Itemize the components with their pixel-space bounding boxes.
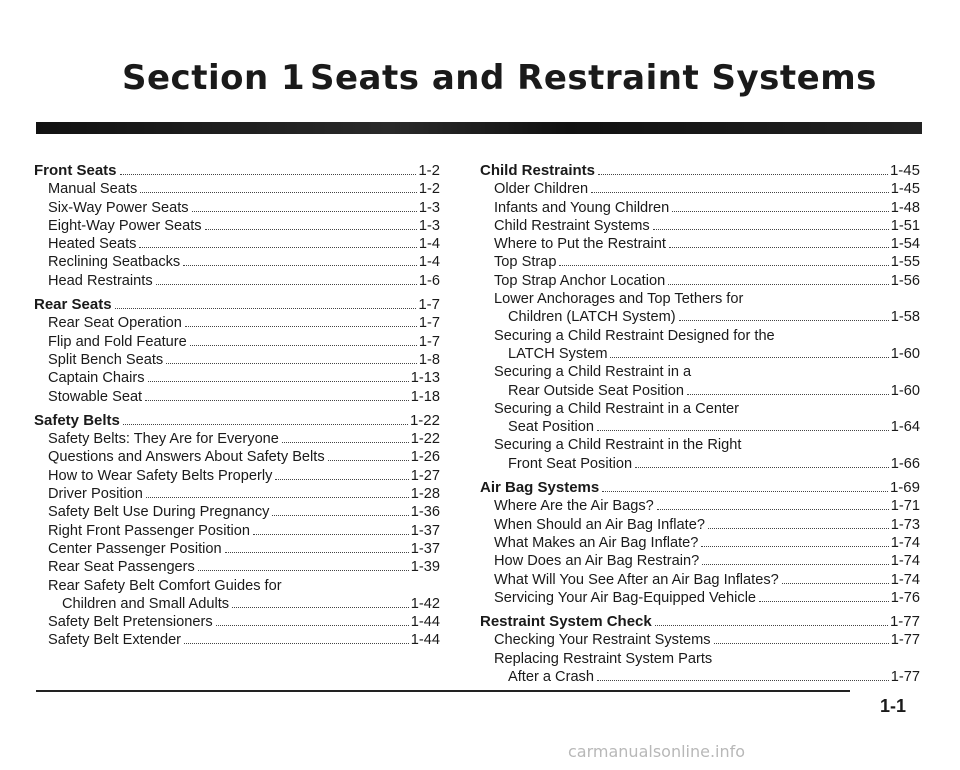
toc-entry-page: 1-36 xyxy=(410,504,440,521)
toc-entry-label: Restraint System Check xyxy=(480,613,652,631)
toc-entry-label: What Will You See After an Air Bag Inflates? xyxy=(494,571,779,588)
toc-entry-label: Reclining Seatbacks xyxy=(48,254,181,271)
toc-entry-page: 1-22 xyxy=(409,411,440,429)
toc-entry-label: Where Are the Air Bags? xyxy=(494,498,654,515)
dot-leader xyxy=(198,570,409,571)
dot-leader xyxy=(635,467,889,468)
dot-leader xyxy=(708,528,889,529)
dot-leader xyxy=(714,643,889,644)
dot-leader xyxy=(653,229,889,230)
dot-leader xyxy=(156,284,417,285)
toc-section-entry[interactable] xyxy=(480,162,920,180)
toc-entry[interactable] xyxy=(480,418,920,436)
toc-entry[interactable] xyxy=(480,327,920,345)
dot-leader xyxy=(655,625,888,626)
toc-entry-page: 1-48 xyxy=(890,199,920,216)
toc-entry-page: 1-54 xyxy=(890,236,920,253)
toc-entry-page: 1-60 xyxy=(890,382,920,399)
dot-leader xyxy=(328,460,409,461)
toc-entry-page: 1-45 xyxy=(889,162,920,179)
toc-section-entry[interactable] xyxy=(34,162,440,180)
dot-leader xyxy=(282,442,409,443)
dot-leader xyxy=(275,479,408,480)
toc-entry-label: How to Wear Safety Belts Properly xyxy=(48,467,273,484)
dot-leader xyxy=(272,515,408,516)
toc-entry[interactable] xyxy=(34,369,440,387)
dot-leader xyxy=(190,345,417,346)
toc-left-column xyxy=(34,162,440,650)
toc-entry-page: 1-42 xyxy=(410,595,440,612)
toc-entry-label: After a Crash xyxy=(508,669,594,686)
toc-entry-label: Rear Safety Belt Comfort Guides for xyxy=(48,577,282,594)
dot-leader xyxy=(679,320,889,321)
dot-leader xyxy=(146,497,409,498)
toc-entry-label: Older Children xyxy=(494,181,589,198)
dot-leader xyxy=(216,625,409,626)
toc-entry-label: Servicing Your Air Bag-Equipped Vehicle xyxy=(494,589,757,606)
toc-entry-label: Safety Belt Extender xyxy=(48,632,182,649)
dot-leader xyxy=(205,229,417,230)
toc-entry[interactable] xyxy=(480,631,920,649)
toc-entry-page: 1-51 xyxy=(890,217,920,234)
dot-leader xyxy=(702,564,889,565)
toc-entry-page: 1-37 xyxy=(410,522,440,539)
toc-entry-label: Top Strap xyxy=(494,254,557,271)
toc-entry-label: Checking Your Restraint Systems xyxy=(494,632,711,649)
toc-entry-page: 1-26 xyxy=(410,449,440,466)
toc-entry-page: 1-64 xyxy=(890,419,920,436)
toc-entry-label: Child Restraints xyxy=(480,162,596,179)
toc-entry[interactable] xyxy=(34,595,440,613)
dot-leader xyxy=(687,394,889,395)
toc-entry-page: 1-74 xyxy=(890,553,920,570)
toc-entry[interactable] xyxy=(34,351,440,369)
toc-entry-page: 1-13 xyxy=(410,370,440,387)
toc-entry-page: 1-22 xyxy=(410,431,440,448)
dot-leader xyxy=(145,400,409,401)
toc-entry[interactable] xyxy=(34,235,440,253)
toc-entry-page: 1-69 xyxy=(889,479,920,497)
toc-entry-page: 1-44 xyxy=(410,632,440,649)
dot-leader xyxy=(183,265,417,266)
toc-entry-label: LATCH System xyxy=(508,345,608,362)
toc-entry[interactable] xyxy=(480,290,920,308)
toc-entry-label: Air Bag Systems xyxy=(480,479,600,497)
dot-leader xyxy=(597,680,889,681)
toc-entry-label: Right Front Passenger Position xyxy=(48,522,250,539)
dot-leader xyxy=(602,491,888,492)
toc-entry-label: Securing a Child Restraint in a Center xyxy=(494,400,739,417)
dot-leader xyxy=(123,424,408,425)
toc-entry[interactable] xyxy=(34,522,440,540)
header-rule xyxy=(36,122,922,134)
toc-entry-page: 1-74 xyxy=(890,571,920,588)
toc-entry[interactable] xyxy=(34,217,440,235)
toc-entry-page: 1-7 xyxy=(418,333,440,350)
toc-entry-page: 1-27 xyxy=(410,467,440,484)
toc-entry-label: Children and Small Adults xyxy=(62,595,230,612)
toc-entry-page: 1-74 xyxy=(890,534,920,551)
footer-rule xyxy=(36,690,850,692)
toc-entry-label: Top Strap Anchor Location xyxy=(494,272,666,289)
toc-entry[interactable] xyxy=(34,577,440,595)
toc-entry-page: 1-6 xyxy=(418,272,440,289)
dot-leader xyxy=(759,601,889,602)
toc-entry-page: 1-3 xyxy=(418,217,440,234)
toc-entry-label: Captain Chairs xyxy=(48,370,145,387)
toc-entry[interactable] xyxy=(34,314,440,332)
page-number: 1-1 xyxy=(880,696,907,716)
dot-leader xyxy=(701,546,888,547)
toc-entry-page: 1-55 xyxy=(890,254,920,271)
dot-leader xyxy=(597,430,889,431)
toc-entry-page: 1-7 xyxy=(418,296,440,314)
toc-entry[interactable] xyxy=(34,388,440,406)
toc-entry-page: 1-37 xyxy=(410,540,440,557)
toc-entry-label: Rear Seat Operation xyxy=(48,315,182,332)
toc-entry[interactable] xyxy=(480,345,920,363)
dot-leader xyxy=(120,174,417,175)
toc-entry-label: Rear Outside Seat Position xyxy=(508,382,685,399)
toc-entry-page: 1-73 xyxy=(890,516,920,533)
dot-leader xyxy=(140,192,417,193)
toc-entry[interactable] xyxy=(480,497,920,515)
dot-leader xyxy=(669,247,889,248)
toc-right-column xyxy=(480,162,920,686)
toc-entry[interactable] xyxy=(480,382,920,400)
dot-leader xyxy=(148,381,409,382)
dot-leader xyxy=(598,174,888,175)
toc-entry[interactable] xyxy=(480,180,920,198)
toc-entry[interactable] xyxy=(480,571,920,589)
toc-entry-label: Lower Anchorages and Top Tethers for xyxy=(494,291,744,308)
toc-entry-label: Securing a Child Restraint in the Right xyxy=(494,437,742,454)
dot-leader xyxy=(185,326,417,327)
toc-entry-label: Infants and Young Children xyxy=(494,199,670,216)
toc-entry-label: Heated Seats xyxy=(48,236,137,253)
toc-entry[interactable] xyxy=(480,436,920,454)
toc-entry[interactable] xyxy=(480,363,920,381)
toc-entry[interactable] xyxy=(34,199,440,217)
toc-entry-label: Safety Belt Use During Pregnancy xyxy=(48,504,270,521)
toc-entry[interactable] xyxy=(34,253,440,271)
toc-entry[interactable] xyxy=(34,467,440,485)
toc-entry-label: Rear Seats xyxy=(34,296,112,314)
toc-entry[interactable] xyxy=(34,272,440,290)
toc-entry-page: 1-77 xyxy=(889,613,920,631)
dot-leader xyxy=(184,643,409,644)
toc-entry-label: How Does an Air Bag Restrain? xyxy=(494,553,700,570)
toc-entry-label: What Makes an Air Bag Inflate? xyxy=(494,534,699,551)
toc-entry[interactable] xyxy=(34,180,440,198)
dot-leader xyxy=(139,247,416,248)
toc-entry[interactable] xyxy=(480,516,920,534)
toc-entry[interactable] xyxy=(480,455,920,473)
toc-entry-page: 1-56 xyxy=(890,272,920,289)
toc-entry-label: Head Restraints xyxy=(48,272,153,289)
toc-entry-label: Safety Belt Pretensioners xyxy=(48,614,213,631)
toc-entry[interactable] xyxy=(480,589,920,607)
dot-leader xyxy=(166,363,417,364)
dot-leader xyxy=(668,284,889,285)
toc-entry-label: Eight-Way Power Seats xyxy=(48,217,202,234)
dot-leader xyxy=(782,583,889,584)
dot-leader xyxy=(610,357,888,358)
toc-entry-label: Split Bench Seats xyxy=(48,351,164,368)
toc-entry[interactable] xyxy=(34,631,440,649)
dot-leader xyxy=(591,192,889,193)
toc-entry[interactable] xyxy=(34,558,440,576)
toc-entry-label: Center Passenger Position xyxy=(48,540,222,557)
dot-leader xyxy=(672,211,889,212)
toc-entry-page: 1-66 xyxy=(890,455,920,472)
toc-entry[interactable] xyxy=(480,552,920,570)
toc-entry-page: 1-58 xyxy=(890,309,920,326)
toc-entry[interactable] xyxy=(34,448,440,466)
toc-entry-label: Flip and Fold Feature xyxy=(48,333,187,350)
toc-entry[interactable] xyxy=(480,308,920,326)
dot-leader xyxy=(253,534,409,535)
dot-leader xyxy=(115,308,417,309)
toc-entry-label: Child Restraint Systems xyxy=(494,217,650,234)
toc-entry-page: 1-2 xyxy=(418,181,440,198)
toc-entry[interactable] xyxy=(34,540,440,558)
toc-entry[interactable] xyxy=(34,485,440,503)
toc-entry-page: 1-77 xyxy=(890,632,920,649)
toc-entry[interactable] xyxy=(34,503,440,521)
toc-entry-page: 1-77 xyxy=(890,669,920,686)
toc-entry-page: 1-44 xyxy=(410,614,440,631)
toc-entry-label: When Should an Air Bag Inflate? xyxy=(494,516,705,533)
toc-entry-label: Safety Belts xyxy=(34,411,120,429)
toc-section-entry[interactable] xyxy=(34,296,440,314)
toc-entry-label: Rear Seat Passengers xyxy=(48,559,195,576)
toc-entry[interactable] xyxy=(480,668,920,686)
toc-entry-page: 1-3 xyxy=(418,199,440,216)
toc-entry-label: Seat Position xyxy=(508,419,594,436)
toc-section-entry[interactable] xyxy=(480,613,920,631)
toc-entry-page: 1-2 xyxy=(418,162,440,179)
toc-entry-page: 1-76 xyxy=(890,589,920,606)
toc-entry[interactable] xyxy=(480,253,920,271)
toc-entry-page: 1-18 xyxy=(410,388,440,405)
section-number: Section 1 xyxy=(122,58,306,98)
toc-entry-page: 1-60 xyxy=(890,345,920,362)
toc-entry-label: Replacing Restraint System Parts xyxy=(494,650,713,667)
dot-leader xyxy=(192,211,417,212)
toc-entry[interactable] xyxy=(34,333,440,351)
toc-entry-page: 1-71 xyxy=(890,498,920,515)
dot-leader xyxy=(225,552,409,553)
toc-entry[interactable] xyxy=(480,400,920,418)
toc-entry-label: Questions and Answers About Safety Belts xyxy=(48,449,325,466)
toc-entry-page: 1-7 xyxy=(418,315,440,332)
dot-leader xyxy=(559,265,888,266)
toc-entry-page: 1-4 xyxy=(418,236,440,253)
toc-entry-page: 1-8 xyxy=(418,351,440,368)
toc-entry[interactable] xyxy=(480,235,920,253)
toc-entry-page: 1-4 xyxy=(418,254,440,271)
toc-entry-label: Manual Seats xyxy=(48,181,138,198)
toc-section-entry[interactable] xyxy=(34,412,440,430)
dot-leader xyxy=(657,509,889,510)
toc-entry[interactable] xyxy=(480,534,920,552)
toc-entry-page: 1-45 xyxy=(890,181,920,198)
toc-entry-label: Front Seats xyxy=(34,162,117,179)
toc-entry-label: Securing a Child Restraint in a xyxy=(494,364,692,381)
section-title: Seats and Restraint Systems xyxy=(310,58,877,98)
toc-entry-label: Where to Put the Restraint xyxy=(494,236,666,253)
toc-entry-label: Front Seat Position xyxy=(508,455,633,472)
toc-section-entry[interactable] xyxy=(480,479,920,497)
toc-entry[interactable] xyxy=(34,613,440,631)
dot-leader xyxy=(232,607,409,608)
toc-entry-page: 1-39 xyxy=(410,559,440,576)
toc-entry[interactable] xyxy=(34,430,440,448)
toc-entry[interactable] xyxy=(480,199,920,217)
watermark: carmanualsonline.info xyxy=(568,742,746,761)
toc-entry-page: 1-28 xyxy=(410,486,440,503)
toc-entry-label: Stowable Seat xyxy=(48,388,143,405)
toc-entry-label: Safety Belts: They Are for Everyone xyxy=(48,431,279,448)
toc-entry-label: Six-Way Power Seats xyxy=(48,199,189,216)
toc-entry[interactable] xyxy=(480,272,920,290)
toc-entry[interactable] xyxy=(480,650,920,668)
toc-entry-label: Securing a Child Restraint Designed for the xyxy=(494,327,775,344)
toc-entry-label: Children (LATCH System) xyxy=(508,309,676,326)
toc-entry-label: Driver Position xyxy=(48,486,143,503)
toc-entry[interactable] xyxy=(480,217,920,235)
